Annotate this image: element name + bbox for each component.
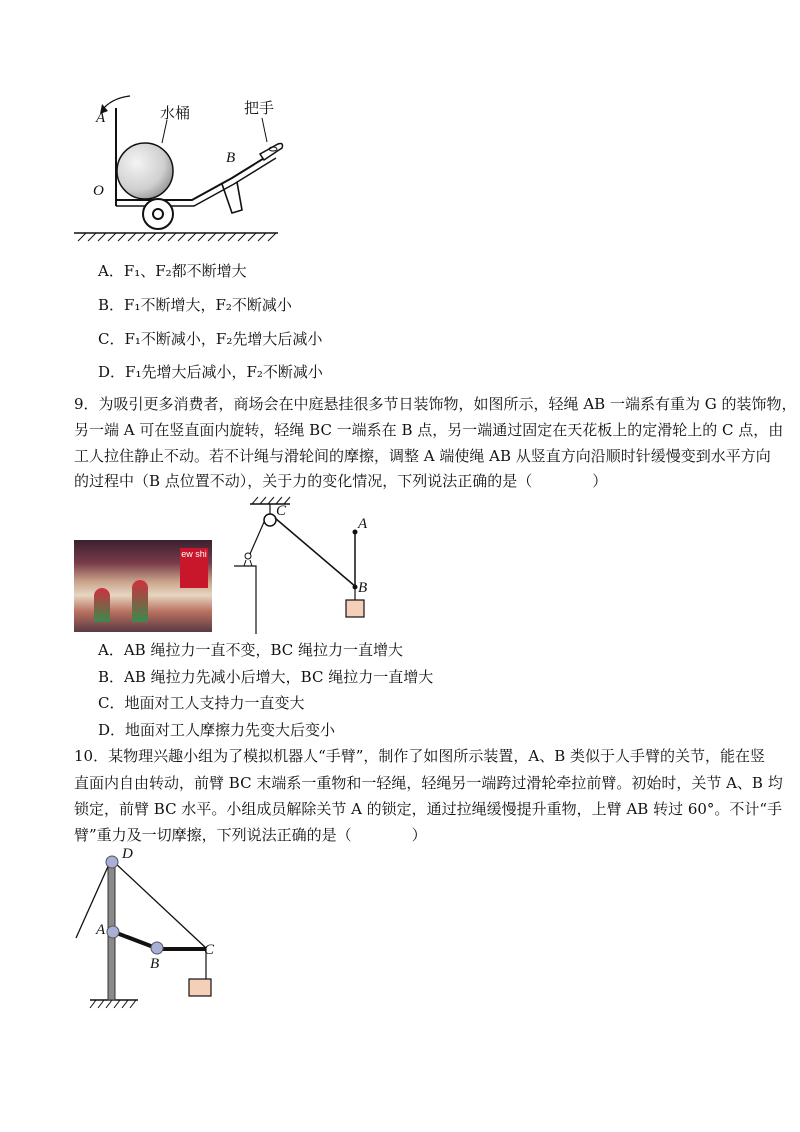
label-A-pulley: A (358, 516, 368, 532)
q8-option-d-text: F₁先增大后减小，F₂不断减小 (125, 363, 323, 381)
mall-photo-tree-left (94, 588, 110, 622)
label-A-wheelbarrow: A (96, 110, 106, 126)
q8-option-b[interactable] (98, 295, 292, 315)
q8-option-c-letter: C． (98, 330, 125, 348)
q9-option-c[interactable] (98, 693, 305, 713)
q9-option-d-text: 地面对工人摩擦力先变大后变小 (125, 721, 336, 739)
mall-photo-tree-mid (132, 580, 148, 622)
label-bucket: 水桶 (160, 104, 191, 122)
q9-stem-line-2: 另一端 A 可在竖直面内旋转，轻绳 BC 一端系在 B 点，另一端通过固定在天花板上的定滑轮上的 C 点，由 (74, 421, 784, 439)
mall-photo (74, 540, 212, 632)
q9-option-d[interactable] (98, 720, 335, 740)
q8-option-b-letter: B． (98, 296, 125, 314)
q9-option-a-letter: A． (98, 641, 124, 659)
q10-stem-line-1: 10．某物理兴趣小组为了模拟机器人“手臂”，制作了如图所示装置，A、B 类似于人手臂的关节，能在竖 (74, 747, 766, 765)
label-B-arm: B (150, 956, 160, 972)
q10-stem-line-3: 锁定，前臂 BC 水平。小组成员解除关节 A 的锁定，通过拉绳缓慢提升重物，上臂 AB 转过 60°。不计“手 (74, 800, 783, 818)
q8-option-a-text: F₁、F₂都不断增大 (123, 262, 247, 280)
q10-stem-line-2: 直面内自由转动，前臂 BC 末端系一重物和一轻绳，轻绳另一端跨过滑轮牵拉前臂。初始时，关节 A、B 均 (74, 774, 783, 792)
label-handle: 把手 (244, 99, 275, 117)
q9-option-a[interactable] (98, 640, 403, 660)
q8-option-d-letter: D． (98, 363, 126, 381)
q9-option-b[interactable] (98, 667, 433, 687)
pulley-figure (228, 494, 388, 634)
q9-option-b-letter: B． (98, 668, 125, 686)
q9-stem-line-1: 9．为吸引更多消费者，商场会在中庭悬挂很多节日装饰物，如图所示，轻绳 AB 一端系有重为 G 的装饰物， (74, 395, 797, 413)
label-C-arm: C (204, 942, 215, 958)
q8-option-b-text: F₁不断增大，F₂不断减小 (124, 296, 292, 314)
q9-option-c-text: 地面对工人支持力一直变大 (124, 694, 305, 712)
label-A-arm: A (96, 922, 106, 938)
q9-stem-line-4: 的过程中（B 点位置不动），关于力的变化情况，下列说法正确的是（ ） (74, 472, 608, 490)
label-C-pulley: C (276, 503, 287, 519)
q9-option-d-letter: D． (98, 721, 126, 739)
mall-photo-sign: ew shi (180, 548, 208, 588)
q9-option-c-letter: C． (98, 694, 125, 712)
label-O-wheelbarrow: O (93, 183, 104, 199)
q10-stem-line-4: 臂”重力及一切摩擦，下列说法正确的是（ ） (74, 826, 427, 844)
label-B-pulley: B (358, 580, 368, 596)
q9-option-b-text: AB 绳拉力先减小后增大，BC 绳拉力一直增大 (124, 668, 434, 686)
q9-option-a-text: AB 绳拉力一直不变，BC 绳拉力一直增大 (123, 641, 404, 659)
q8-option-a-letter: A． (98, 262, 124, 280)
q8-option-c-text: F₁不断减小，F₂先增大后减小 (124, 330, 323, 348)
q9-stem-line-3: 工人拉住静止不动。若不计绳与滑轮间的摩擦，调整 A 端使绳 AB 从竖直方向沿顺时针缓慢变到水平方向 (74, 447, 771, 465)
q8-option-c[interactable] (98, 329, 322, 349)
label-B-wheelbarrow: B (226, 150, 236, 166)
q8-option-d[interactable] (98, 362, 323, 382)
label-D-arm: D (122, 846, 133, 862)
q8-option-a[interactable] (98, 261, 247, 281)
